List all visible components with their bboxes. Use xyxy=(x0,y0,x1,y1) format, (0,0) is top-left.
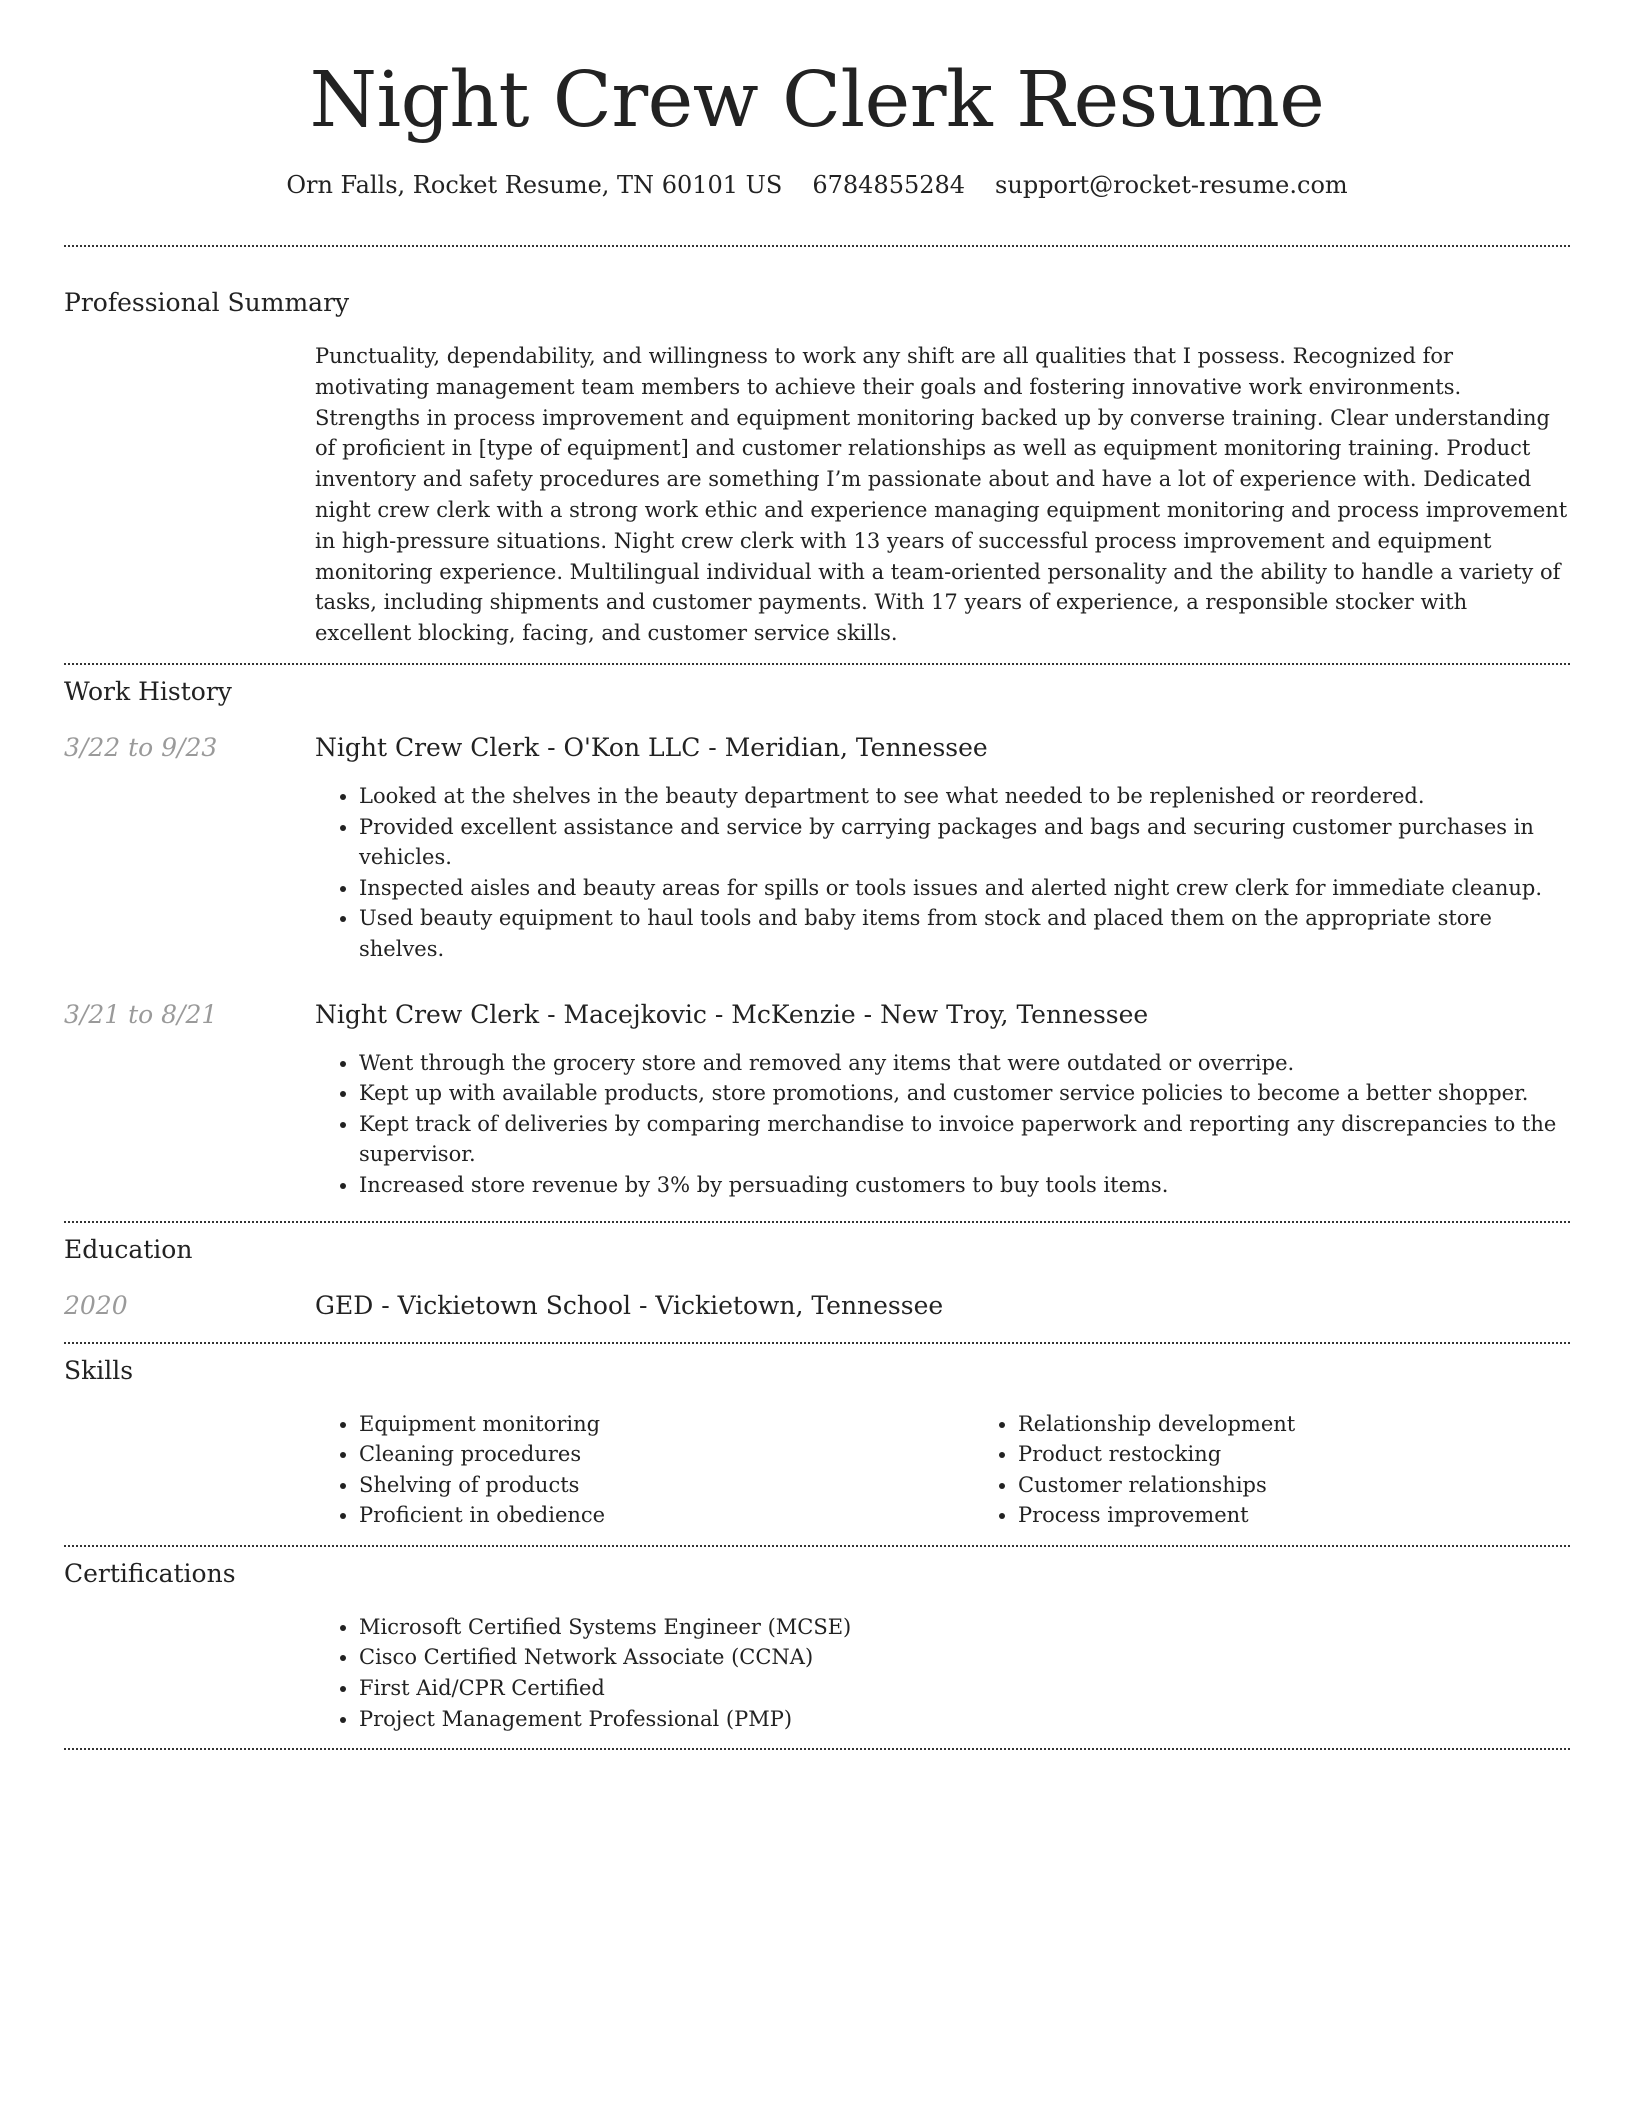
divider xyxy=(64,663,1570,665)
summary-section xyxy=(64,341,1570,649)
resume-page xyxy=(64,0,1570,1750)
job-title: Night Crew Clerk - O'Kon LLC - Meridian, Tennessee xyxy=(315,732,988,762)
certifications-list xyxy=(315,1612,1570,1734)
list-item: • Provided excellent assistance and service by carrying packages and bags and securing customer purchases in vehicles. xyxy=(359,812,1570,873)
certifications-section xyxy=(64,1612,1570,1734)
divider xyxy=(64,1748,1570,1750)
job-entry xyxy=(64,999,1570,1201)
skills-heading: Skills xyxy=(64,1355,134,1385)
list-item: • Microsoft Certified Systems Engineer (MCSE) xyxy=(359,1612,1570,1643)
job-title: Night Crew Clerk - Macejkovic - McKenzie - New Troy, Tennessee xyxy=(315,999,1149,1029)
job-bullets xyxy=(315,781,1570,965)
list-item: • Equipment monitoring xyxy=(359,1409,974,1440)
skills-section xyxy=(64,1409,1570,1531)
job-bullets xyxy=(315,1048,1570,1201)
list-item: • Relationship development xyxy=(1018,1409,1632,1440)
certifications-heading: Certifications xyxy=(64,1558,236,1588)
contact-phone: 6784855284 xyxy=(812,171,966,199)
list-item: • Product restocking xyxy=(1018,1439,1632,1470)
list-item: • Increased store revenue by 3% by persuading customers to buy tools items. xyxy=(359,1170,1570,1201)
list-item: • Proficient in obedience xyxy=(359,1500,974,1531)
education-entry xyxy=(64,1290,1570,1322)
education-heading: Education xyxy=(64,1234,193,1264)
education-year: 2020 xyxy=(64,1290,128,1320)
list-item: • Cisco Certified Network Associate (CCNA) xyxy=(359,1642,1570,1673)
list-item: • Inspected aisles and beauty areas for spills or tools issues and alerted night crew clerk for immediate cleanup. xyxy=(359,873,1570,904)
list-item: • Looked at the shelves in the beauty department to see what needed to be replenished or reordered. xyxy=(359,781,1570,812)
resume-title: Night Crew Clerk Resume xyxy=(309,56,1325,145)
skills-list-right xyxy=(974,1409,1632,1531)
summary-heading: Professional Summary xyxy=(64,288,350,317)
list-item: • Cleaning procedures xyxy=(359,1439,974,1470)
list-item: • Shelving of products xyxy=(359,1470,974,1501)
divider xyxy=(64,1221,1570,1223)
list-item: • Kept up with available products, store promotions, and customer service policies to become a better shopper. xyxy=(359,1078,1570,1109)
divider xyxy=(64,1342,1570,1344)
job-dates: 3/22 to 9/23 xyxy=(64,732,218,762)
contact-email: support@rocket-resume.com xyxy=(995,171,1348,199)
divider xyxy=(64,245,1570,247)
list-item: • First Aid/CPR Certified xyxy=(359,1673,1570,1704)
list-item: • Used beauty equipment to haul tools and baby items from stock and placed them on the appropriate store shelves. xyxy=(359,903,1570,964)
contact-address: Orn Falls, Rocket Resume, TN 60101 US xyxy=(286,171,783,199)
list-item: • Customer relationships xyxy=(1018,1470,1632,1501)
education-degree: GED - Vickietown School - Vickietown, Tennessee xyxy=(315,1290,944,1320)
list-item: • Kept track of deliveries by comparing merchandise to invoice paperwork and reporting any discrepancies to the supervisor. xyxy=(359,1109,1570,1170)
job-entry xyxy=(64,732,1570,965)
skills-list-left xyxy=(315,1409,974,1531)
contact-line xyxy=(64,169,1570,201)
summary-text: Punctuality, dependability, and willingness to work any shift are all qualities that I possess. Recognized for motivating management team members to achieve their goals and fostering innovative work environments. Strengths in process improvement and equipment monitoring backed up by converse training. Clear understanding of proficient in [type of equipment] and customer relationships as well as equipment monitoring training. Product inventory and safety procedures are something I’m passionate about and have a lot of experience with. Dedicated night crew clerk with a strong work ethic and experience managing equipment monitoring and process improvement in high-pressure situations. Night crew clerk with 13 years of successful process improvement and equipment monitoring experience. Multilingual individual with a team-oriented personality and the ability to handle a variety of tasks, including shipments and customer payments. With 17 years of experience, a responsible stocker with excellent blocking, facing, and customer service skills. xyxy=(315,344,1568,646)
list-item: • Process improvement xyxy=(1018,1500,1632,1531)
list-item: • Went through the grocery store and removed any items that were outdated or overripe. xyxy=(359,1048,1570,1079)
work-history-heading: Work History xyxy=(64,676,232,706)
list-item: • Project Management Professional (PMP) xyxy=(359,1704,1570,1735)
job-dates: 3/21 to 8/21 xyxy=(64,999,218,1029)
divider xyxy=(64,1545,1570,1547)
